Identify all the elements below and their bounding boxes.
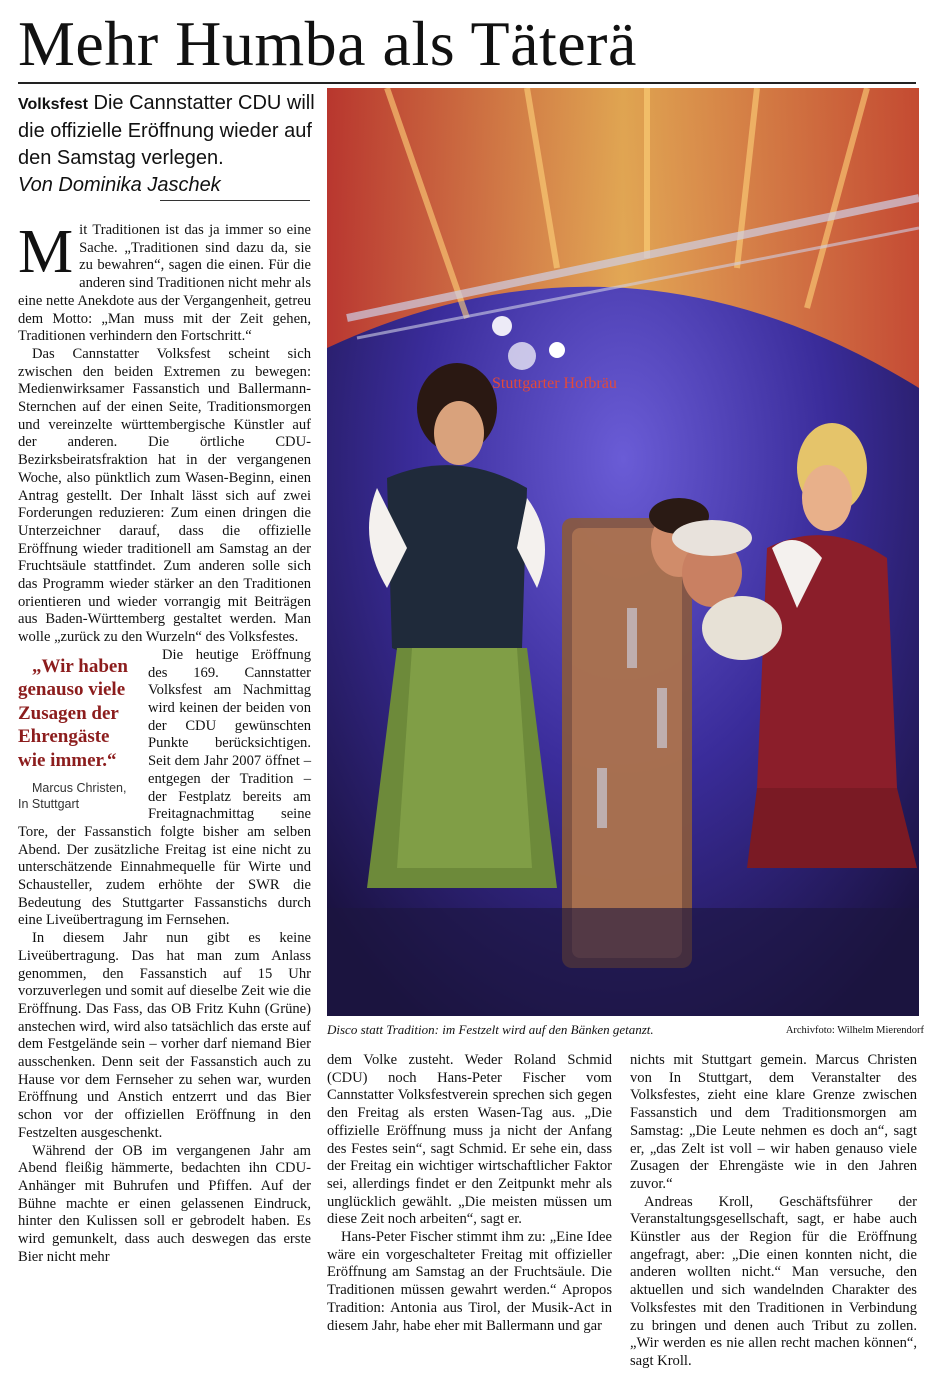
paragraph	[18, 647, 311, 930]
pull-quote-text: „Wir haben genauso viele Zusagen der Ehrengäste wie immer.“	[18, 655, 128, 771]
article-column-3	[630, 1052, 917, 1382]
teaser	[18, 90, 318, 199]
tent-banner-text: Stuttgarter Hofbräu	[492, 375, 617, 392]
festival-photo	[327, 88, 919, 1016]
photo-caption: Disco statt Tradition: im Festzelt wird auf den Bänken getanzt.	[327, 1022, 654, 1037]
teaser-text: Die Cannstatter CDU will die offizielle Eröffnung wieder auf den Samstag verlegen.	[18, 92, 315, 169]
paragraph: Das Cannstatter Volksfest scheint sich zwischen den beiden Extremen zu bewegen: Medienwirksamer Fassanstich und Ballermann-Sternchen auf der einen Seite, Traditionsmorgen und vereinzelte württembergische Künstler auf der anderen. Die örtliche CDU-Bezirksbeiratsfraktion hat in der vergangenen Woche, also pünktlich zum Wasen-Beginn, einen Antrag gestellt. Der Inhalt lässt sich auf zwei Forderungen reduzieren: Zum einen dringen die Unterzeichner darauf, dass die offizielle Eröffnung wieder traditionell am Samstag an der Fruchtsäule stattfindet. Zum anderen solle sich das Programm wieder stärker an den Traditionen orientieren und wieder vorrangig mit Beiträgen aus Baden-Württemberg gestaltet werden. Man wolle „zurück zu den Wurzeln“ des Volksfestes.	[18, 345, 311, 646]
festival-photo-illustration	[327, 88, 919, 1016]
paragraph: Andreas Kroll, Geschäftsführer der Veranstaltungsgesellschaft, sagt, er habe auch Künstler aus der Region für die Eröffnung angefragt, aber: „Die einen konnten nicht, die anderen wollten nicht.“ Man versuche, den aktuellen und sich wandelnden Charakter des Volksfestes mit den Traditionen in Verbindung zu bringen und denen auch Tribut zu zollen. „Wir werden es nie allen recht machen können“, sagt Kroll.	[630, 1193, 917, 1369]
article-column-1	[18, 218, 311, 1384]
paragraph-text: it Traditionen ist das ja immer so eine Sache. „Traditionen sind dazu da, sie zu bewahren“, sagen die einen. Für die anderen sind Traditionen nicht mehr als eine nette Anekdote aus der Vergangenheit, getreu dem Motto: „Man muss mit der Zeit gehen, Traditionen verhindern den Fortschritt.“	[18, 222, 311, 345]
kicker: Volksfest	[18, 96, 88, 113]
paragraph: In diesem Jahr nun gibt es keine Liveübertragung. Das hat man zum Anlass genommen, den Fassanstich auf 15 Uhr vorzuverlegen und somit auf dieselbe Zeit wie die Eröffnung. Das Fass, das OB Fritz Kuhn (Grüne) anstechen wird, wird also tatsächlich das erste auf dem Festgelände sein – vorher darf niemand Bier ausschenken. Denn seit der Fassanstich auch zu Hause vor dem Fernseher zu sehen war, wurden Eröffnung und Anstich entzerrt und das Bier schon vor der offiziellen Eröffnung in den Festzelten ausgeschenkt.	[18, 930, 311, 1141]
paragraph: Hans-Peter Fischer stimmt ihm zu: „Eine Idee wäre ein vorgeschalteter Freitag mit offizieller Eröffnung am Samstag an der Fruchtsäule. Die Traditionen müssen gewahrt werden.“ Apropos Tradition: Antonia aus Tirol, der Musik-Act in diesem Jahr, habe eher mit Ballermann und gar	[327, 1229, 612, 1334]
author-line: Von Dominika Jaschek	[18, 174, 221, 196]
photo-credit: Archivfoto: Wilhelm Mierendorf	[785, 1025, 924, 1036]
headline-rule	[18, 82, 916, 84]
headline: Mehr Humba als Täterä	[18, 8, 637, 79]
paragraph: nichts mit Stuttgart gemein. Marcus Christen von In Stuttgart, dem Veranstalter des Volksfestes, zieht eine klare Grenze zwischen Fassanstich und dem Traditionsmorgen am Samstag: „Die Leute nehmen es doch an“, sagt er, „das Zelt ist voll – wir haben genauso viele Zusagen der Ehrengäste wie in den Jahren zuvor.“	[630, 1052, 917, 1192]
pull-quote	[18, 655, 138, 813]
paragraph-text: Die heutige Eröffnung des 169. Cannstatter Volksfest am Nachmittag wird keinen der beiden von der CDU gewünschten Punkte berücksichtigen. Seit dem Jahr 2007 öffnet – entgegen der Tradition – der Festplatz bereits am Freitagnachmittag seine Tore, der Fassanstich folgte bisher am selben Abend. Der zusätzliche Freitag ist eine nicht zu unterschätzende Einnahmequelle für Wirte und Schausteller, zudem erhöhte der SWR die Bedeutung des Stuttgarter Fassanstichs durch eine Liveübertragung im Fernsehen.	[18, 646, 311, 929]
article-column-2	[327, 1052, 612, 1382]
teaser-rule	[160, 200, 310, 201]
paragraph: dem Volke zusteht. Weder Roland Schmid (CDU) noch Hans-Peter Fischer vom Cannstatter Volksfestverein sprechen sich gegen den Freitag als ersten Wasen-Tag aus. „Die offizielle Eröffnung muss ja nicht der Anfang des Festes sein“, sagt Schmid. Er sehe ein, dass der Freitag ein wichtiger wirtschaftlicher Faktor sei, allerdings findet er den Zeitpunkt mehr als unglücklich gewählt. „Die meisten müssen um diese Zeit noch arbeiten“, sagt er.	[327, 1052, 612, 1228]
paragraph: Während der OB im vergangenen Jahr am Abend fleißig hämmerte, bedachten ihn CDU-Anhänger mit Buhrufen und Pfiffen. Auf der Bühne machte er einen gelassenen Eindruck, hinter den Kulissen soll er gebrodelt haben. Es wird gemunkelt, dass auch deswegen das erste Bier nicht mehr	[18, 1142, 311, 1265]
paragraph	[18, 218, 311, 346]
pull-quote-source: Marcus Christen, In Stuttgart	[18, 781, 127, 812]
drop-cap: M	[18, 218, 74, 286]
